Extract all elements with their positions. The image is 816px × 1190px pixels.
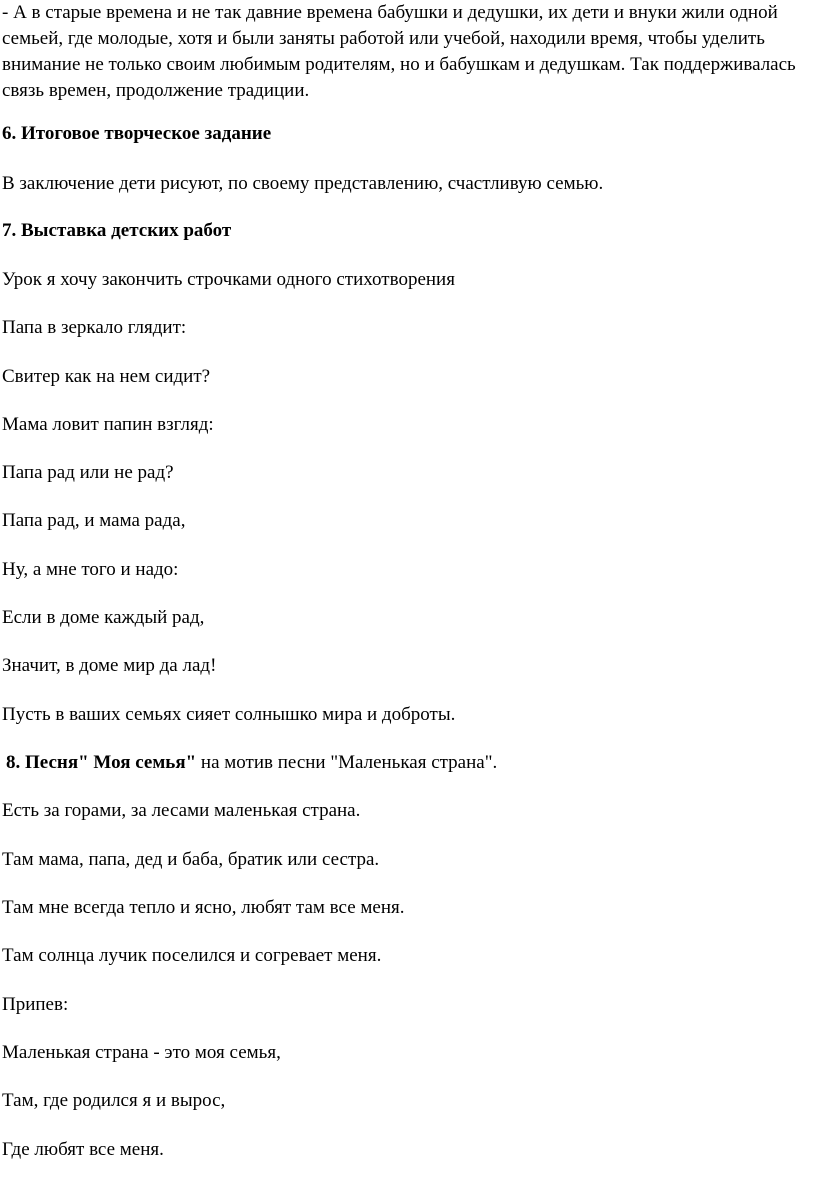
poem-line: Свитер как на нем сидит? [2,366,211,387]
section-8-heading-rest: на мотив песни "Маленькая страна". [196,752,498,773]
poem-line: Папа в зеркало глядит: [2,317,187,338]
chorus-label: Припев: [2,994,69,1015]
chorus-line: Маленькая страна - это моя семья, [2,1042,281,1063]
section-8-heading-bold: 8. Песня" Моя семья" [6,752,197,773]
song-verse-line: Там солнца лучик поселился и согревает меня. [2,945,382,966]
poem-line: Мама ловит папин взгляд: [2,414,214,435]
section-8-heading [6,750,497,776]
chorus-line: Где любят все меня. [2,1139,164,1160]
poem-line: Папа рад, и мама рада, [2,510,186,531]
intro-paragraph: - А в старые времена и не так давние времена бабушки и дедушки, их дети и внуки жили одной семьей, где молодые, хотя и были заняты работой или учебой, находили время, чтобы уделить внимание не только своим любимым родителям, но и бабушкам и дедушкам. Так поддерживалась связь времен, продолжение традиции. [2,2,796,101]
poem-line: Если в доме каждый рад, [2,607,205,628]
closing-wish: Пусть в ваших семьях сияет солнышко мира и доброты. [2,704,456,725]
section-6-heading: 6. Итоговое творческое задание [2,123,272,144]
song-verse-line: Там мне всегда тепло и ясно, любят там все меня. [2,897,405,918]
song-verse-line: Есть за горами, за лесами маленькая страна. [2,800,361,821]
poem-line: Ну, а мне того и надо: [2,559,179,580]
poem-line: Папа рад или не рад? [2,462,174,483]
poem-line: Значит, в доме мир да лад! [2,655,217,676]
chorus-line: Там, где родился я и вырос, [2,1090,226,1111]
section-6-text: В заключение дети рисуют, по своему представлению, счастливую семью. [2,173,604,194]
section-7-heading: 7. Выставка детских работ [2,220,232,241]
section-7-intro: Урок я хочу закончить строчками одного стихотворения [2,269,455,290]
song-verse-line: Там мама, папа, дед и баба, братик или сестра. [2,849,380,870]
